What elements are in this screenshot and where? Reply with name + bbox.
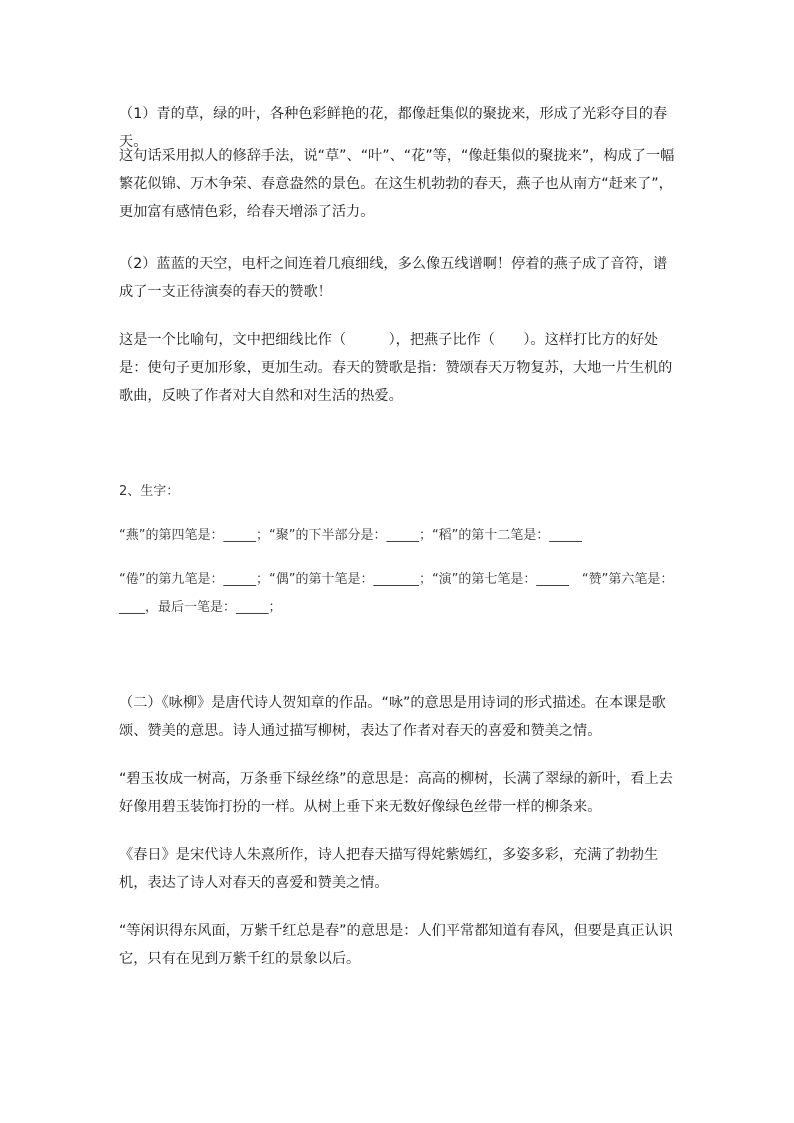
paragraph-chunri-intro: 《春日》是宋代诗人朱熹所作，诗人把春天描写得姹紫嫣红，多姿多彩，充满了勃勃生机，表达了诗人对春天的喜爱和赞美之情。: [119, 847, 659, 891]
section-heading-characters: 2、生字：: [119, 484, 180, 499]
characters-question-line-2: “倦”的第九笔是：_____；“偶”的第十笔是：_______；“演”的第七笔是：_____ “赞”第六笔是：____，最后一笔是：_____；: [119, 572, 674, 615]
paragraph-yongliu-intro: （二）《咏柳》是唐代诗人贺知章的作品。“咏”的意思是用诗词的形式描述。在本课是歌颂、赞美的意思。诗人通过描写柳树，表达了作者对春天的喜爱和赞美之情。: [119, 695, 666, 739]
paragraph-yongliu-meaning: “碧玉妆成一树高，万条垂下绿丝绦”的意思是：高高的柳树，长满了翠绿的新叶，看上去好像用碧玉装饰打扮的一样。从树上垂下来无数好像绿色丝带一样的柳条来。: [119, 771, 673, 815]
paragraph-sentence-1: （1）青的草，绿的叶，各种色彩鲜艳的花，都像赶集似的聚拢来，形成了光彩夺目的春天。: [119, 106, 668, 150]
paragraph-chunri-meaning: “等闲识得东风面，万紫千红总是春”的意思是：人们平常都知道有春风，但要是真正认识它，只有在见到万紫千红的景象以后。: [119, 923, 673, 967]
paragraph-analysis-1: 这句话采用拟人的修辞手法，说“草”、“叶”、“花”等，“像赶集似的聚拢来”，构成了一幅繁花似锦、万木争荣、春意盎然的景色。在这生机勃勃的春天，燕子也从南方“赶来了”，更加富有感情色彩，给春天增添了活力。: [119, 148, 675, 220]
paragraph-sentence-2: （2）蓝蓝的天空，电杆之间连着几痕细线，多么像五线谱啊！停着的燕子成了音符，谱成了一支正待演奏的春天的赞歌！: [119, 256, 668, 300]
paragraph-analysis-2: 这是一个比喻句，文中把细线比作（ ），把燕子比作（ ）。这样打比方的好处是：使句子更加形象，更加生动。春天的赞歌是指：赞颂春天万物复苏，大地一片生机的歌曲，反映了作者对大自然和对生活的热爱。: [119, 332, 673, 404]
characters-question-line-1: “燕”的第四笔是：_____；“聚”的下半部分是：_____；“稻”的第十二笔是：_____: [119, 528, 582, 543]
